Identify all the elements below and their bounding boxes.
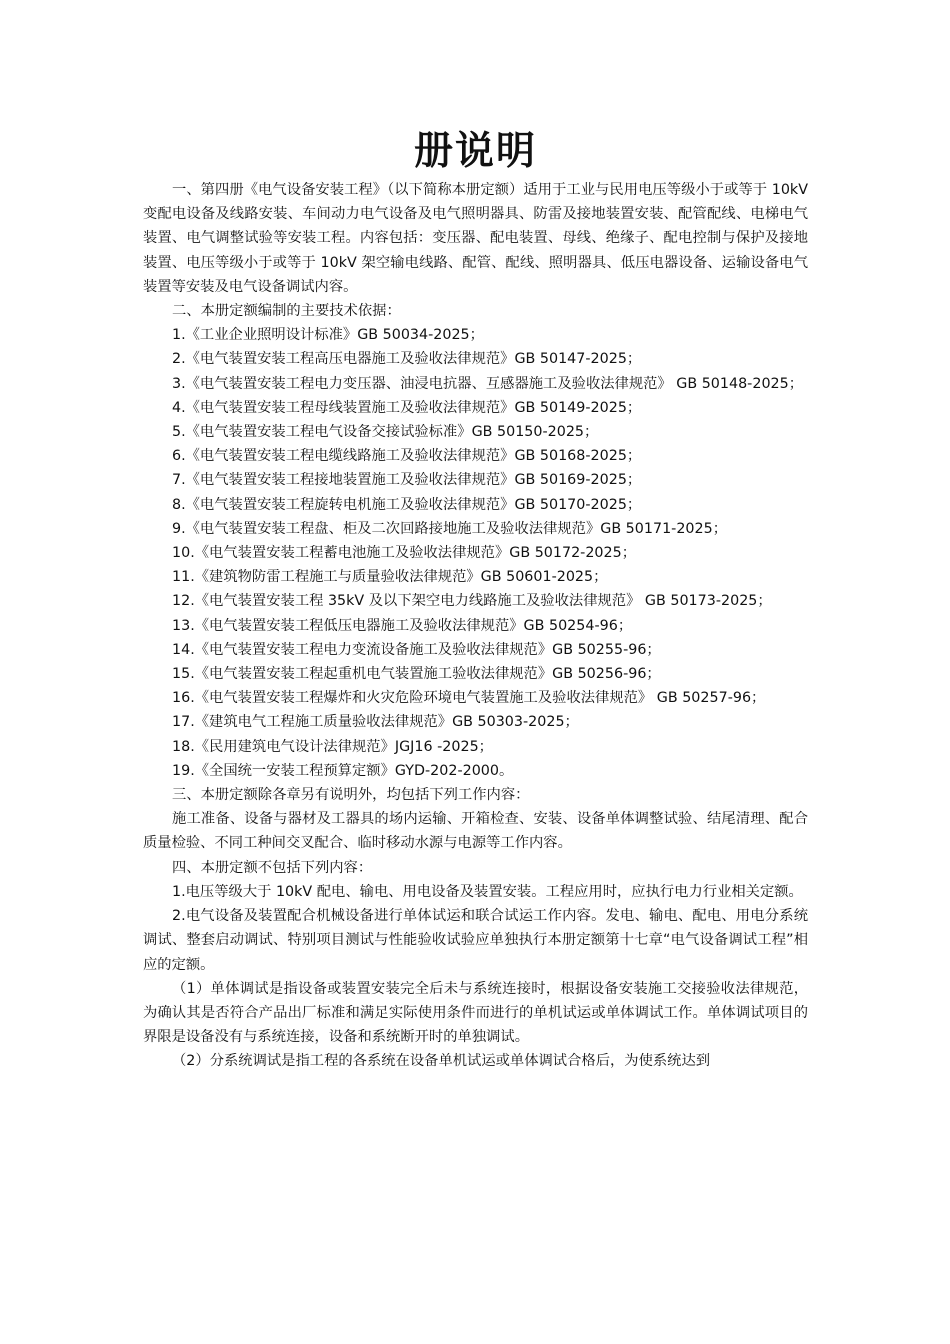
reference-item: 16.《电气装置安装工程爆炸和火灾危险环境电气装置施工及验收法律规范》 GB 50257-96； [172,690,766,707]
page-title: 册说明 [413,129,537,174]
reference-item: 12.《电气装置安装工程 35kV 及以下架空电力线路施工及验收法律规范》 GB 50173-2025； [172,593,772,610]
reference-item: 8.《电气装置安装工程旋转电机施工及验收法律规范》GB 50170-2025； [172,496,642,513]
reference-item: 7.《电气装置安装工程接地装置施工及验收法律规范》GB 50169-2025； [172,472,642,489]
paragraph-exclusion-1: 1.电压等级大于 10kV 配电、输电、用电设备及装置安装。工程应用时，应执行电力行业相关定额。 [172,883,803,900]
reference-item: 4.《电气装置安装工程母线装置施工及验收法律规范》GB 50149-2025； [172,399,642,416]
reference-item: 1.《工业企业照明设计标准》GB 50034-2025； [172,327,484,344]
paragraph-work-content: 施工准备、设备与器材及工器具的场内运输、开箱检查、安装、设备单体调整试验、结尾清理、配合质量检验、不同工种间交叉配合、临时移动水源与电源等工作内容。 [143,811,808,852]
reference-item: 14.《电气装置安装工程电力变流设备施工及验收法律规范》GB 50255-96； [172,641,661,658]
paragraph-system-debug: （2）分系统调试是指工程的各系统在设备单机试运或单体调试合格后，为使系统达到 [172,1053,711,1070]
document-page [143,126,808,1074]
reference-item: 18.《民用建筑电气设计法律规范》JGJ16 -2025； [172,738,493,755]
reference-item: 3.《电气装置安装工程电力变压器、油浸电抗器、互感器施工及验收法律规范》 GB 50148-2025； [172,375,804,392]
document-body [143,178,808,1074]
paragraph-scope: 一、第四册《电气设备安装工程》（以下简称本册定额）适用于工业与民用电压等级小于或等于 10kV 变配电设备及线路安装、车间动力电气设备及电气照明器具、防雷及接地装置安装、配管配线、电梯电气装置、电气调整试验等安装工程。内容包括：变压器、配电装置、母线、绝缘子、配电控制与保护及接地装置、电压等级小于或等于 10kV 架空输电线路、配管、配线、照明器具、低压电器设备、运输设备电气装置等安装及电气设备调试内容。 [143,182,808,295]
paragraph-exclusions-heading: 四、本册定额不包括下列内容： [172,859,373,876]
reference-item: 13.《电气装置安装工程低压电器施工及验收法律规范》GB 50254-96； [172,617,633,634]
reference-item: 15.《电气装置安装工程起重机电气装置施工验收法律规范》GB 50256-96； [172,666,661,683]
reference-item: 17.《建筑电气工程施工质量验收法律规范》GB 50303-2025； [172,714,579,731]
reference-item: 19.《全国统一安装工程预算定额》GYD-202-2000。 [172,762,514,779]
paragraph-single-debug: （1）单体调试是指设备或装置安装完全后未与系统连接时，根据设备安装施工交接验收法律规范，为确认其是否符合产品出厂标准和满足实际使用条件而进行的单机试运或单体调试工作。单体调试项目的界限是设备没有与系统连接，设备和系统断开时的单独调试。 [143,980,808,1046]
reference-item: 9.《电气装置安装工程盘、柜及二次回路接地施工及验收法律规范》GB 50171-2025； [172,520,727,537]
paragraph-work-content-heading: 三、本册定额除各章另有说明外，均包括下列工作内容： [172,787,530,804]
reference-item: 2.《电气装置安装工程高压电器施工及验收法律规范》GB 50147-2025； [172,351,642,368]
reference-item: 6.《电气装置安装工程电缆线路施工及验收法律规范》GB 50168-2025； [172,448,642,465]
reference-item: 5.《电气装置安装工程电气设备交接试验标准》GB 50150-2025； [172,424,599,441]
reference-item: 11.《建筑物防雷工程施工与质量验收法律规范》GB 50601-2025； [172,569,608,586]
reference-item: 10.《电气装置安装工程蓄电池施工及验收法律规范》GB 50172-2025； [172,545,637,562]
paragraph-basis-heading: 二、本册定额编制的主要技术依据： [172,303,401,320]
paragraph-exclusion-2: 2.电气设备及装置配合机械设备进行单体试运和联合试运工作内容。发电、输电、配电、用电分系统调试、整套启动调试、特别项目测试与性能验收试验应单独执行本册定额第十七章“电气设备调试工程”相应的定额。 [143,908,808,973]
